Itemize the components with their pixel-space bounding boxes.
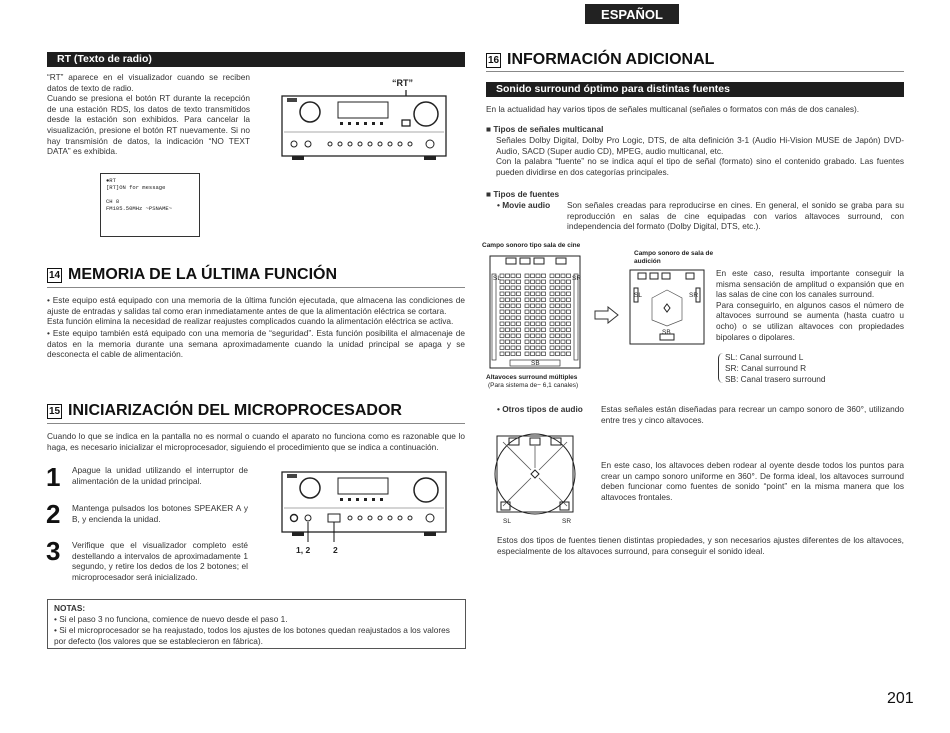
rt-callout: “RT” xyxy=(392,78,413,88)
surround-subheader: Sonido surround óptimo para distintas fuentes xyxy=(486,82,904,97)
multi-speakers-sub: (Para sistema de− 6,1 canales) xyxy=(488,382,579,389)
sl-label: SL xyxy=(503,518,511,525)
tipos-body: Señales Dolby Digital, Dolby Pro Logic, DTS, de alta definición 3-1 (Audio Hi-Vision MUSE de Japón) DVD-Audio, SACD (Super audio CD), MPEG, audio multicanal, etc. Con la palabra “fuente” no se indica aquí el tipo de señal (formato) sino el contenido grabado. Las fuentes pueden dividirse en dos categorías principales. xyxy=(496,135,904,177)
section-title: MEMORIA DE LA ÚLTIMA FUNCIÓN xyxy=(68,266,338,283)
arrow-right-icon xyxy=(594,306,620,324)
fuentes-heading: ■ Tipos de fuentes xyxy=(486,189,560,199)
divider xyxy=(47,287,465,288)
lcd-display xyxy=(100,173,200,237)
step-text: Mantenga pulsados los botones SPEAKER A y B, y encienda la unidad. xyxy=(72,503,248,524)
sl-label: SL xyxy=(634,292,642,299)
rt-section-header: RT (Texto de radio) xyxy=(47,52,465,67)
lcd-line: [RT]ON for message xyxy=(106,184,166,191)
closing-paragraph: Estos dos tipos de fuentes tienen distintas propiedades, y son necesarios ajustes diferentes de los altavoces, especialmente de los altavoces surround, para conseguir el sonido ideal. xyxy=(497,535,904,556)
cinema-field-diagram xyxy=(486,252,586,372)
otros-explanation: En este caso, los altavoces deben rodear al oyente desde todos los puntos para crear un campo sonoro uniforme en 360°. De forma ideal, los altavoces surround deben funcionar como fuentes de sonido “point” en la misma manera que los altavoces frontales. xyxy=(601,460,904,502)
sala-diagram-label: Campo sonoro de sala de audición xyxy=(634,250,714,265)
otros-audio-body: Estas señales están diseñadas para recrear un campo sonoro de 360°, utilizando entre tres y cinco altavoces. xyxy=(601,404,904,425)
movie-audio-body: Son señales creadas para reproducirse en cines. En general, el sonido se graba para su reproducción en salas de cine equipadas con varios altavoces surround, con independencia del formato (Dolby Digital, DTS, etc.). xyxy=(567,200,904,232)
step-text: Apague la unidad utilizando el interruptor de alimentación de la unidad principal. xyxy=(72,465,248,486)
multi-speakers-label: Altavoces surround múltiples xyxy=(486,374,578,381)
button-callout: 1, 2 xyxy=(296,545,311,555)
section-title: INFORMACIÓN ADICIONAL xyxy=(507,51,715,68)
divider xyxy=(47,423,465,424)
init-intro: Cuando lo que se indica en la pantalla no es normal o cuando el aparato no funciona como es razonable que lo haga, es necesario inicializar el microprocesador, siguiendo el procedimiento que se indica a continuación. xyxy=(47,431,465,452)
sl-label: SL xyxy=(493,275,501,282)
section-number: 15 xyxy=(48,405,61,417)
lcd-line: ●RT xyxy=(106,177,116,184)
lcd-line: FM105.50MHz ~PSNAME~ xyxy=(106,205,173,212)
section-title: INICIARIZACIÓN DEL MICROPROCESADOR xyxy=(68,402,402,419)
divider xyxy=(486,71,904,72)
legend-sl: SL: Canal surround L xyxy=(725,352,804,362)
receiver-illustration-init xyxy=(280,468,450,544)
movie-audio-label: • Movie audio xyxy=(497,200,551,210)
lcd-line: CH 8 xyxy=(106,198,120,205)
sr-label: SR xyxy=(562,518,572,525)
sb-label: SB xyxy=(662,329,671,336)
button-callout: 2 xyxy=(333,545,338,555)
legend-sb: SB: Canal trasero surround xyxy=(725,374,826,384)
step-number: 2 xyxy=(46,499,61,529)
tipos-heading: ■ Tipos de señales multicanal xyxy=(486,124,604,134)
legend-sr: SR: Canal surround R xyxy=(725,363,807,373)
section-14-heading xyxy=(47,266,337,284)
step-text: Verifique que el visualizador completo esté destellando a intervalos de aproximadamente 1 segundo, y retire los dedos de los 2 botones; el microprocesador será inicializado. xyxy=(72,540,248,582)
surround-intro: En la actualidad hay varios tipos de señales multicanal (señales o formatos con más de dos canales). xyxy=(486,104,860,114)
receiver-illustration-rt xyxy=(280,88,450,164)
language-tab: ESPAÑOL xyxy=(585,4,679,24)
step-number: 1 xyxy=(46,462,61,492)
cine-explanation: En este caso, resulta importante conseguir la misma sensación de amplitud o expansión que en las salas de cine con los canales surround. Para conseguirlo, en algunos casos el número de altavoces surround se aumenta (hasta cuatro u ocho) o se utilizan altavoces con propiedades bipolares o dipolares. xyxy=(716,268,904,342)
note-item: • Si el microprocesador se ha reajustado, todos los ajustes de los botones quedan reajustados a los valores por defecto (los valores que se establecieron en fábrica). xyxy=(54,625,450,646)
section-16-heading xyxy=(486,51,714,69)
sr-label: SR xyxy=(572,275,582,282)
surround-360-diagram xyxy=(493,432,585,518)
notes-box xyxy=(47,599,466,649)
memory-bullet-1: • Este equipo está equipado con una memoria de la última función ejecutada, que almacena las condiciones de ajuste de entradas y salidas tal como eran inmediatamente antes de que la alimentación eléctrica se cortara. Esta función elimina la necesidad de realizar reajustes complicados cuando la alimentación eléctrica se activa. xyxy=(47,295,465,327)
rt-body: “RT” aparece en el visualizador cuando se reciben datos de texto de radio. Cuando se presiona el botón RT durante la recepción de una estación RDS, los datos de texto transmitidos desde la estación son exhibidos. Para cancelar la visualización, presione el botón RT nuevamente. Si no hay transmisión de datos, la indicación “NO TEXT DATA” es exhibida. xyxy=(47,72,250,157)
step-number: 3 xyxy=(46,536,61,566)
section-15-heading xyxy=(47,402,402,420)
page-number: 201 xyxy=(887,690,914,707)
memory-bullet-2: • Este equipo también está equipado con una memoria de “seguridad”. Esta función posibilita el almacenaje de datos en la memoria durante una semana aproximadamente cuando la unidad principal se apaga y se desconecta el cable de alimentación. xyxy=(47,328,465,360)
note-item: • Si el paso 3 no funciona, comience de nuevo desde el paso 1. xyxy=(54,614,288,624)
sb-label: SB xyxy=(531,360,540,367)
sr-label: SR xyxy=(689,292,699,299)
section-number: 16 xyxy=(487,54,500,66)
legend-brace xyxy=(718,353,723,383)
otros-audio-label: • Otros tipos de audio xyxy=(497,404,583,414)
lcd-line xyxy=(106,191,194,198)
cine-diagram-label: Campo sonoro tipo sala de cine xyxy=(482,242,581,249)
section-number: 14 xyxy=(48,269,61,281)
notes-title: NOTAS: xyxy=(54,603,86,613)
